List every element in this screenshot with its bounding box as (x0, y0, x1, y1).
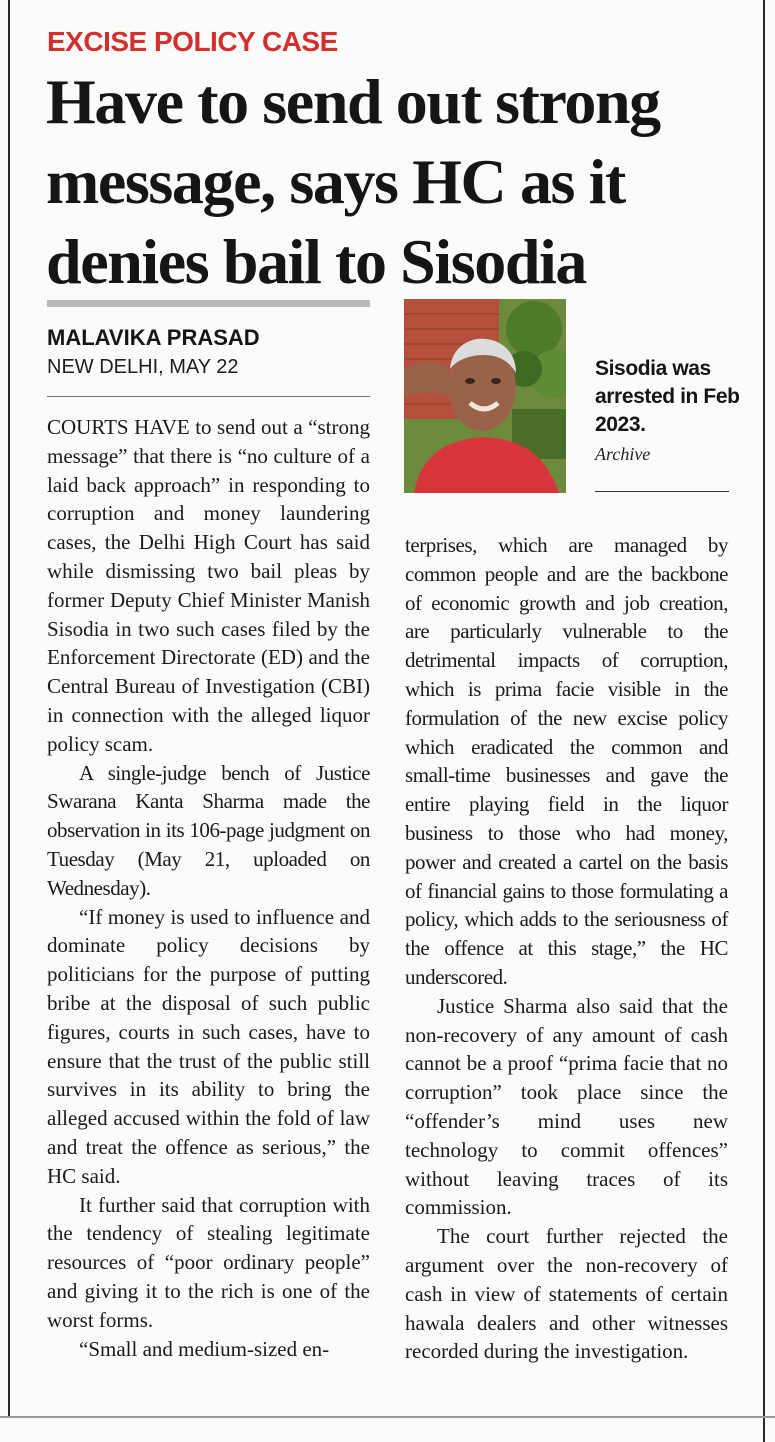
article-paragraph: COURTS HAVE to send out a “strong message” that there is “no culture of a laid back approach” in responding to corruption and money laundering cases, the Delhi High Court has said while dismissing two bail pleas by former Deputy Chief Minister Manish Sisodia in two such cases filed by the Enforcement Directorate (ED) and the Central Bureau of Investigation (CBI) in connection with the alleged liquor policy scam. (47, 415, 370, 756)
article-paragraph: It further said that corruption with the tendency of stealing legitimate resources of “poor ordinary people” and giving it to the rich is one of the worst forms. (47, 1192, 370, 1332)
article-paragraph: “If money is used to influence and dominate policy decisions by politicians for the purpose of putting bribe at the disposal of such public figures, courts in such cases, have to ensure that the trust of the public still survives in its ability to bring the alleged accused within the fold of law and treat the offence as serious,” the HC said. (47, 904, 370, 1188)
dateline: NEW DELHI, MAY 22 (47, 356, 239, 378)
sisodia-photo (404, 299, 566, 493)
kicker: EXCISE POLICY CASE (47, 26, 338, 57)
byline: MALAVIKA PRASAD (47, 325, 260, 350)
article-paragraph: terprises, which are managed by common people and are the backbone of economic growth and job creation, are particularly vulnerable to the detrimental impacts of corruption, which is prima facie visible in the formulation of the new excise policy which eradicated the common and small-time businesses and gave the entire playing field in the liquor business to those who had money, power and created a cartel on the basis of financial gains to those formulating a policy, which adds to the seriousness of the offence at this stage,” the HC underscored. (405, 533, 728, 989)
headline: Have to send out strong message, says HC as it denies bail to Sisodia (46, 66, 660, 297)
caption-rule (595, 491, 729, 492)
article-column-right (405, 531, 728, 1366)
article-paragraph: The court further rejected the argument over the non-recovery of cash in view of statements of certain hawala dealers and other witnesses recorded during the investigation. (405, 1224, 728, 1364)
photo-credit: Archive (595, 444, 651, 464)
article-paragraph: “Small and medium-sized en- (79, 1336, 330, 1361)
photo-caption: Sisodia was arrested in Feb 2023. (595, 357, 740, 436)
page-frame-left (8, 0, 10, 1418)
article-column-left (47, 413, 370, 1363)
page-frame-right (763, 0, 765, 1442)
byline-rule (47, 300, 370, 307)
byline-divider (47, 396, 370, 397)
article-paragraph: A single-judge bench of Justice Swarana Kanta Sharma made the observation in its 106-page judgment on Tuesday (May 21, uploaded on Wednesday). (47, 760, 370, 900)
article-paragraph: Justice Sharma also said that the non-recovery of any amount of cash cannot be a proof “prima facie that no corruption” took place since the “offender’s mind uses new technology to commit offences” without leaving traces of its commission. (405, 993, 728, 1220)
page-frame-bottom (0, 1416, 775, 1418)
